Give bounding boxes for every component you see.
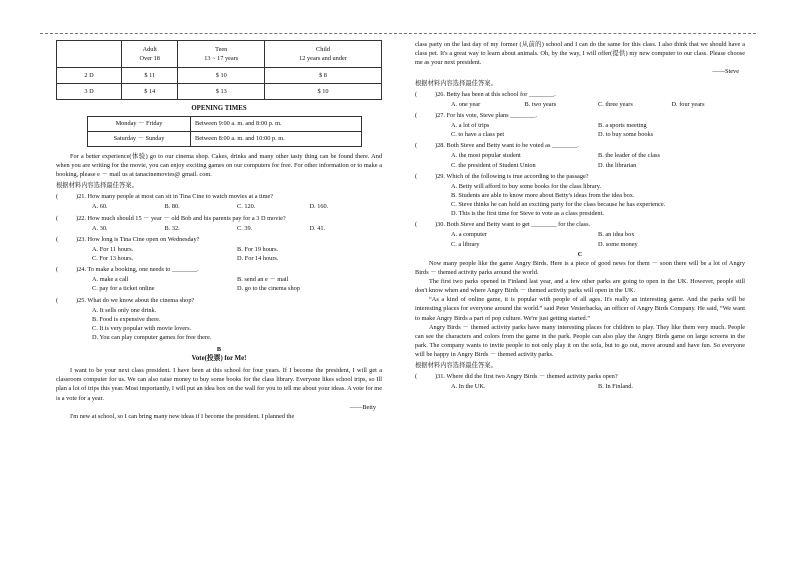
top-dashed-line [40,33,756,34]
question-item [415,141,745,169]
option[interactable]: D. go to the cinema shop [237,285,300,293]
paragraph-b2: I'm new at school, so I can bring many new ideas if I become the president. I planned the [70,412,295,420]
question-list-left [56,192,382,342]
section-b-letter: B [216,346,222,354]
option[interactable]: C. a library [451,240,480,248]
question-text: )28. Both Steve and Betty want to be voted as ________. [435,142,579,150]
option[interactable]: A. a computer [451,231,487,239]
question-line [415,220,745,229]
answer-paren[interactable]: ( [415,221,418,229]
option[interactable]: A. Betty will afford to buy some books for the class library. [451,182,602,190]
option[interactable]: A. For 11 hours. [92,245,134,253]
question-text: )26. Betty has been at this school for ________. [435,90,556,98]
table-cell: $ 10 [265,84,382,100]
options [56,245,382,263]
option[interactable]: C. 120. [237,203,256,211]
paragraph-a: For a better experience(体验) go to our cinema shop. Cakes, drinks and many other tasty thing can be found there. And when you are writing for the movie, you can enjoy exciting games on our computers for free. For other information or to make a booking, please e － mail us at tanacinemovies@ gmail. com. [56,152,382,179]
option[interactable]: B. Students are able to know more about Betty's ideas from the idea box. [451,191,635,199]
paragraph-c3: “As a kind of online game, it is popular with people of all ages. It's really an interesting game. And the parks will be interesting places for everyone around the world.” said Peter Vesterbacka, an officer of Angry Birds Company. He said, “We want to make Angry Birds a part of pop culture. We're just getting started.” [415,296,745,322]
question-31 [415,372,745,381]
options [415,100,745,109]
question-line [415,172,745,181]
question-item [56,265,382,293]
table-cell: Saturday － Sunday [88,131,191,146]
table-cell: $ 13 [178,84,265,100]
option[interactable]: B. an idea box [598,231,635,239]
price-row-3d [57,84,382,100]
question-text: )24. To make a booking, one needs to ________. [76,266,199,274]
question-item [56,214,382,233]
option[interactable]: B. 32. [164,224,180,232]
options [415,230,745,248]
table-cell: Between 9:00 a. m. and 8:00 p. m. [191,116,362,131]
question-text: )21. How many people at most can sit in Tina Cine to watch movies at a time? [76,193,274,201]
question-line [56,235,382,244]
answer-paren[interactable]: ( [56,235,59,243]
paragraph-b1: I want to be your next class president. I have been at this school for four years. If I become the president, I will get a classroom computer for us. We can also raise money to buy some books for the class library. Everyone likes school trips, so Ill plan a lot of trips this year. Most importantly, I will put an idea box on the wall for you to tell me about your ideas. A vote for me is a vote for a year. [56,367,382,402]
question-item [56,235,382,263]
price-header-blank [57,41,122,68]
question-text: )30. Both Steve and Betty want to get ________ for the class. [435,221,591,229]
option[interactable]: D. You can play computer games for free there. [92,334,212,342]
option[interactable]: A. 60. [92,203,108,211]
opening-times-table [87,116,362,147]
signature-betty: ——Betty [349,403,376,411]
options [56,202,382,211]
options [415,121,745,139]
paragraph-c2: The first two parks opened in Finland last year, and a few other parks are going to open in the UK. However, people still don't know when and where Angry Birds － themed activity parks will open in the UK. [415,278,745,295]
option[interactable]: D. This is the first time for Steve to vote as a class president. [451,210,604,218]
answer-paren[interactable]: ( [56,214,59,222]
table-row [88,116,362,131]
instruction-text: 根据材料内容选择最佳答案。 [56,182,138,190]
question-text: )23. How long is Tina Cine open on Wednesday? [76,235,200,243]
option[interactable]: D. For 14 hours. [237,255,279,263]
option[interactable]: A. It sells only one drink. [92,306,157,314]
answer-paren[interactable]: ( [56,266,59,274]
option[interactable]: B. send an e － mail [237,276,289,284]
right-column [415,40,745,392]
signature-steve: ——Steve [712,68,739,76]
option[interactable]: C. 39. [237,224,253,232]
option[interactable]: D. some money [598,240,638,248]
table-cell: 2 D [57,68,122,84]
price-header-teen: Teen 13 ~ 17 years [178,41,265,68]
answer-paren[interactable]: ( [56,193,59,201]
opening-times-title: OPENING TIMES [191,105,247,112]
option[interactable]: C. pay for a ticket online [92,285,155,293]
table-cell: Monday － Friday [88,116,191,131]
table-cell: $ 14 [122,84,178,100]
table-cell: Between 8:00 a. m. and 10:00 p. m. [191,131,362,146]
option[interactable]: C. to have a class pet [451,131,505,139]
price-header-adult: Adult Over 18 [122,41,178,68]
option[interactable]: B. Food is expensive there. [92,315,161,323]
options [415,151,745,169]
question-line [415,90,745,99]
answer-paren[interactable]: ( [415,111,418,119]
question-line [56,192,382,201]
table-cell: $ 10 [178,68,265,84]
option[interactable]: B. 80. [164,203,180,211]
instruction-text: 根据材料内容选择最佳答案。 [415,79,497,87]
options [56,306,382,343]
question-line [56,296,382,305]
table-cell: $ 11 [122,68,178,84]
table-cell: $ 8 [265,68,382,84]
question-item [56,296,382,343]
price-header-child: Child 12 years and under [265,41,382,68]
answer-paren[interactable]: ( [415,172,418,180]
paragraph-b-continued: class party on the last day of my former (从前的) school and I can do the same for this class. I also think that we should have a class pet. It's a great way to learn about animals. Oh, by the way, I will offer(提供) my new computer to our class. Please choose me as your next president. [415,41,745,67]
question-text: )25. What do we know about the cinema shop? [76,296,195,304]
options [56,275,382,293]
options [415,182,745,219]
question-text: )27. For his vote, Steve plans ________. [435,111,537,119]
answer-paren[interactable]: ( [415,90,418,98]
option[interactable]: B. the leader of the class [598,152,660,160]
answer-paren[interactable]: ( [415,142,418,150]
option[interactable]: D. the librarian [598,161,637,169]
question-line [415,111,745,120]
question-line [56,265,382,274]
price-row-2d [57,68,382,84]
table-cell: 3 D [57,84,122,100]
question-text: )22. How much should 15 － year － old Bob and his parents pay for a 3 D movie? [76,214,286,222]
section-b-title: Vote(投票) for Me! [191,355,247,363]
question-line [56,214,382,223]
option[interactable]: B. two years [524,100,557,108]
options-31 [415,382,745,391]
option[interactable]: B. a sports meeting [598,122,647,129]
question-text: )29. Which of the following is true according to the passage? [435,172,589,180]
question-item [415,90,745,109]
option[interactable]: C. It is very popular with movie lovers. [92,324,192,332]
question-text: )31. Where did the first two Angry Birds － themed activity parks open? [435,373,618,381]
answer-paren[interactable]: ( [56,296,59,304]
option[interactable]: C. Steve thinks he can hold an exciting party for the class because he has experience. [451,201,666,208]
instruction-text: 根据材料内容选择最佳答案。 [415,362,497,370]
question-item [415,172,745,219]
option[interactable]: D. to buy some books [598,131,654,139]
option[interactable]: D. 160. [309,203,329,211]
option[interactable]: D. 41. [309,224,326,232]
question-item [56,192,382,211]
price-table [56,40,382,100]
option[interactable]: A. one year [451,100,481,108]
question-item [415,111,745,139]
option[interactable]: C. three years [598,100,633,108]
option[interactable]: C. For 13 hours. [92,255,134,263]
option[interactable]: D. four years [671,100,705,108]
option[interactable]: A. the most popular student [451,152,521,160]
option[interactable]: C. the president of Student Union [451,161,536,169]
paragraph-c1: Now many people like the game Angry Birds. Here is a piece of good news for them － soon there will be a lot of Angry Birds － themed activity parks around the world. [415,259,745,276]
price-table-header [57,41,382,68]
option[interactable]: B. For 19 hours. [237,245,279,253]
option[interactable]: A. In the UK. [451,383,486,391]
option[interactable]: B. In Finland. [598,383,633,391]
paragraph-c4: Angry Birds － themed activity parks have many interesting places for children to play. They like them very much. People can see the characters and colors from the game in the park. People can also play the Angry Birds game on large screens in the park. The company wants to invite people to not only play it on the sofa, but to go out, move around and have fun. So everyone will be happy in Angry Birds － themed activity parks. [415,323,745,358]
question-item [415,220,745,248]
option[interactable]: A. a lot of trips [451,122,490,129]
question-list-right [415,90,745,249]
answer-paren[interactable]: ( [415,373,418,381]
options [56,224,382,233]
option[interactable]: A. 30. [92,224,108,232]
question-line [415,141,745,150]
table-row [88,131,362,146]
section-c-letter: C [577,250,583,258]
option[interactable]: A. make a call [92,276,129,284]
left-column [56,40,382,421]
